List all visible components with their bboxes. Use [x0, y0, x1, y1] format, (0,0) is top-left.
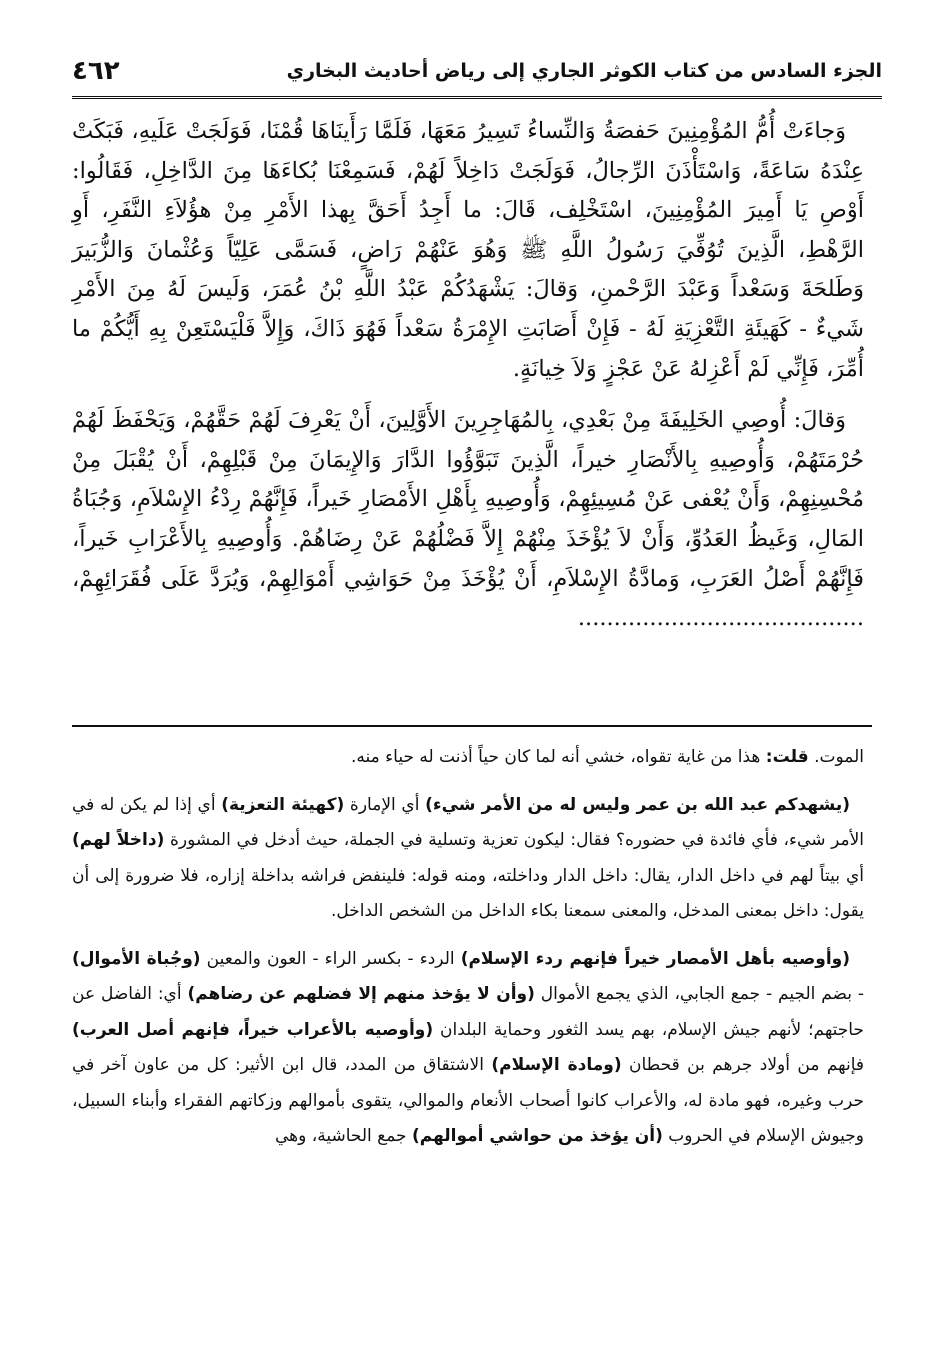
hadith-paragraph: وَقالَ: أُوصِي الخَلِيفَةَ مِنْ بَعْدِي، بِالمُهَاجِرِينَ الأَوَّلِينَ، أَنْ يَعْرِفَ لَهُمْ حَقَّهُمْ، وَيَحْفَظَ لَهُمْ حُرْمَتَهُمْ، وَأُوصِيهِ بِالأَنْصَارِ خيراً، الَّذِينَ تَبَوَّؤُوا الدَّارَ وَالإِيمَانَ مِنْ قَبْلِهِمْ، أَنْ يُقْبَلَ مِنْ مُحْسِنِهِمْ، وَأَنْ يُعْفى عَنْ مُسِيئِهِمْ، وَأُوصِيهِ بِأَهْلِ الأَمْصَارِ خَيراً، فَإِنَّهُمْ رِدْءُ الإِسْلاَمِ، وَجُبَاةُ المَالِ، وَغَيظُ العَدُوِّ، وَأَنْ لاَ يُؤْخَذَ مِنْهُمْ إِلاَّ فَضْلُهُمْ عَنْ رِضَاهُمْ. وَأُوصِيهِ بِالأَعْرَابِ خَيراً، فَإِنَّهُمْ أَصْلُ العَرَبِ، وَمادَّةُ الإِسْلاَمِ، أَنْ يُؤْخَذَ مِنْ حَوَاشِي أَمْوَالِهِمْ، وَيُرَدَّ عَلَى فُقَرَائِهِمْ، ........................................	[72, 407, 864, 632]
commentary-text-run: فإنهم من أولاد جرهم بن قحطان	[621, 1055, 865, 1075]
hadith-text	[72, 112, 864, 639]
commentary-text-run: الاشتقاق من المدد، قال ابن الأثير: كل من عاون آخر في حرب وغيره، فهو مادة له، والأعراب كانوا أصحاب الأنعام والموالي، يتقوى بأموالهم وزكاتهم الفقراء وأبناء السبيل، وجيوش الإسلام في الحروب	[72, 1055, 864, 1146]
commentary-text-run: أي بيتاً لهم في داخل الدار، يقال: داخل الدار وداخلته، ومنه قوله: فلينفض فراشه بداخلة إزاره، فلا ضرورة إلى أن يقول: داخل بمعنى المدخل، والمعنى سمعنا بكاء الداخل من الشخص الداخل.	[72, 865, 864, 921]
commentary-bold-run: (وأوصيه بالأعراب خيراً، فإنهم أصل العرب)	[72, 1019, 434, 1040]
commentary-bold-run: (كهيئة التعزية)	[221, 794, 345, 815]
running-title: الجزء السادس من كتاب الكوثر الجاري إلى رياض أحاديث البخاري	[286, 60, 882, 82]
commentary-text-run: جمع الحاشية، وهي	[274, 1126, 412, 1146]
commentary-text	[72, 740, 864, 1155]
page-header	[72, 48, 882, 94]
commentary-bold-run: (وأوصيه بأهل الأمصار خيراً فإنهم ردء الإسلام)	[460, 948, 851, 969]
commentary-paragraph	[72, 788, 864, 930]
commentary-text-run: هذا من غاية تقواه، خشي أنه لما كان حياً أذنت له حياء منه.	[350, 747, 766, 767]
commentary-paragraph	[72, 942, 864, 1155]
commentary-bold-run: (وجُباة الأموال)	[72, 948, 201, 969]
commentary-bold-run: (ومادة الإسلام)	[491, 1055, 622, 1075]
commentary-text-run: أي: الفاضل عن حاجتهم؛ لأنهم جيش الإسلام، بهم يسد الثغور وحماية البلدان	[72, 984, 864, 1040]
commentary-bold-run: (وأن لا يؤخذ منهم إلا فضلهم عن رضاهم)	[187, 984, 535, 1004]
commentary-text-run: أي الإمارة	[344, 794, 426, 815]
commentary-text-run: أي إذا لم يكن له في الأمر شيء، فأي فائدة في حضوره؟ فقال: ليكون تعزية وتسلية في الجملة، حيث أدخل في المشورة	[72, 794, 864, 850]
commentary-paragraph	[72, 740, 864, 776]
commentary-bold-run: (داخلاً لهم)	[72, 830, 165, 850]
commentary-bold-run: (أن يؤخذ من حواشي أموالهم)	[411, 1126, 663, 1146]
page-number: ٤٦٢	[72, 56, 120, 86]
commentary-text-run: الموت.	[808, 747, 864, 767]
commentary-text-run: - بضم الجيم - جمع الجابي، الذي يجمع الأموال	[534, 984, 865, 1004]
footnote-divider	[72, 725, 872, 727]
commentary-bold-run: (يشهدكم عبد الله بن عمر وليس له من الأمر شيء)	[425, 794, 850, 815]
commentary-text-run: الردء - بكسر الراء - العون والمعين	[200, 948, 461, 969]
header-divider	[72, 96, 882, 101]
commentary-bold-run: قلت:	[765, 747, 809, 767]
hadith-paragraph: وَجاءَتْ أُمُّ المُؤْمِنِينَ حَفصَةُ وَالنِّساءُ تَسِيرُ مَعَهَا، فَلَمَّا رَأَينَاهَا قُمْنَا، فَوَلَجَتْ عَلَيهِ، فَبَكَتْ عِنْدَهُ سَاعَةً، وَاسْتَأْذَنَ الرِّجالُ، فَوَلَجَتْ دَاخِلاً لَهُمْ، فَسَمِعْنَا بُكاءَهَا مِنَ الدَّاخِلِ، فَقَالُوا: أَوْصِ يَا أَمِيرَ المُؤْمِنِينَ، اسْتَخْلِف، قَالَ: ما أَجِدُ أَحَقَّ بِهذا الأَمْرِ مِنْ هؤُلاَءِ النَّفَرِ، أَوِ الرَّهْطِ، الَّذِينَ تُوُفِّيَ رَسُولُ اللَّهِ ﷺ وَهُوَ عَنْهُمْ رَاضٍ، فَسَمَّى عَلِيّاً وَعُثْمانَ وَالزُّبَيرَ وَطَلحَةَ وَسَعْداً وَعَبْدَ الرَّحْمنِ، وَقالَ: يَشْهَدُكُمْ عَبْدُ اللَّهِ بْنُ عُمَرَ، وَلَيسَ لَهُ مِنَ الأَمْرِ شَيءٌ - كَهَيئَةِ التَّعْزِيَةِ لَهُ - فَإِنْ أَصَابَتِ الإِمْرَةُ سَعْداً فَهُوَ ذَاكَ، وَإِلاَّ فَلْيَسْتَعِنْ بِهِ أَيُّكُمْ ما أُمِّرَ، فَإِنِّي لَمْ أَعْزِلهُ عَنْ عَجْزٍ وَلاَ خِيانَةٍ.	[72, 118, 864, 382]
